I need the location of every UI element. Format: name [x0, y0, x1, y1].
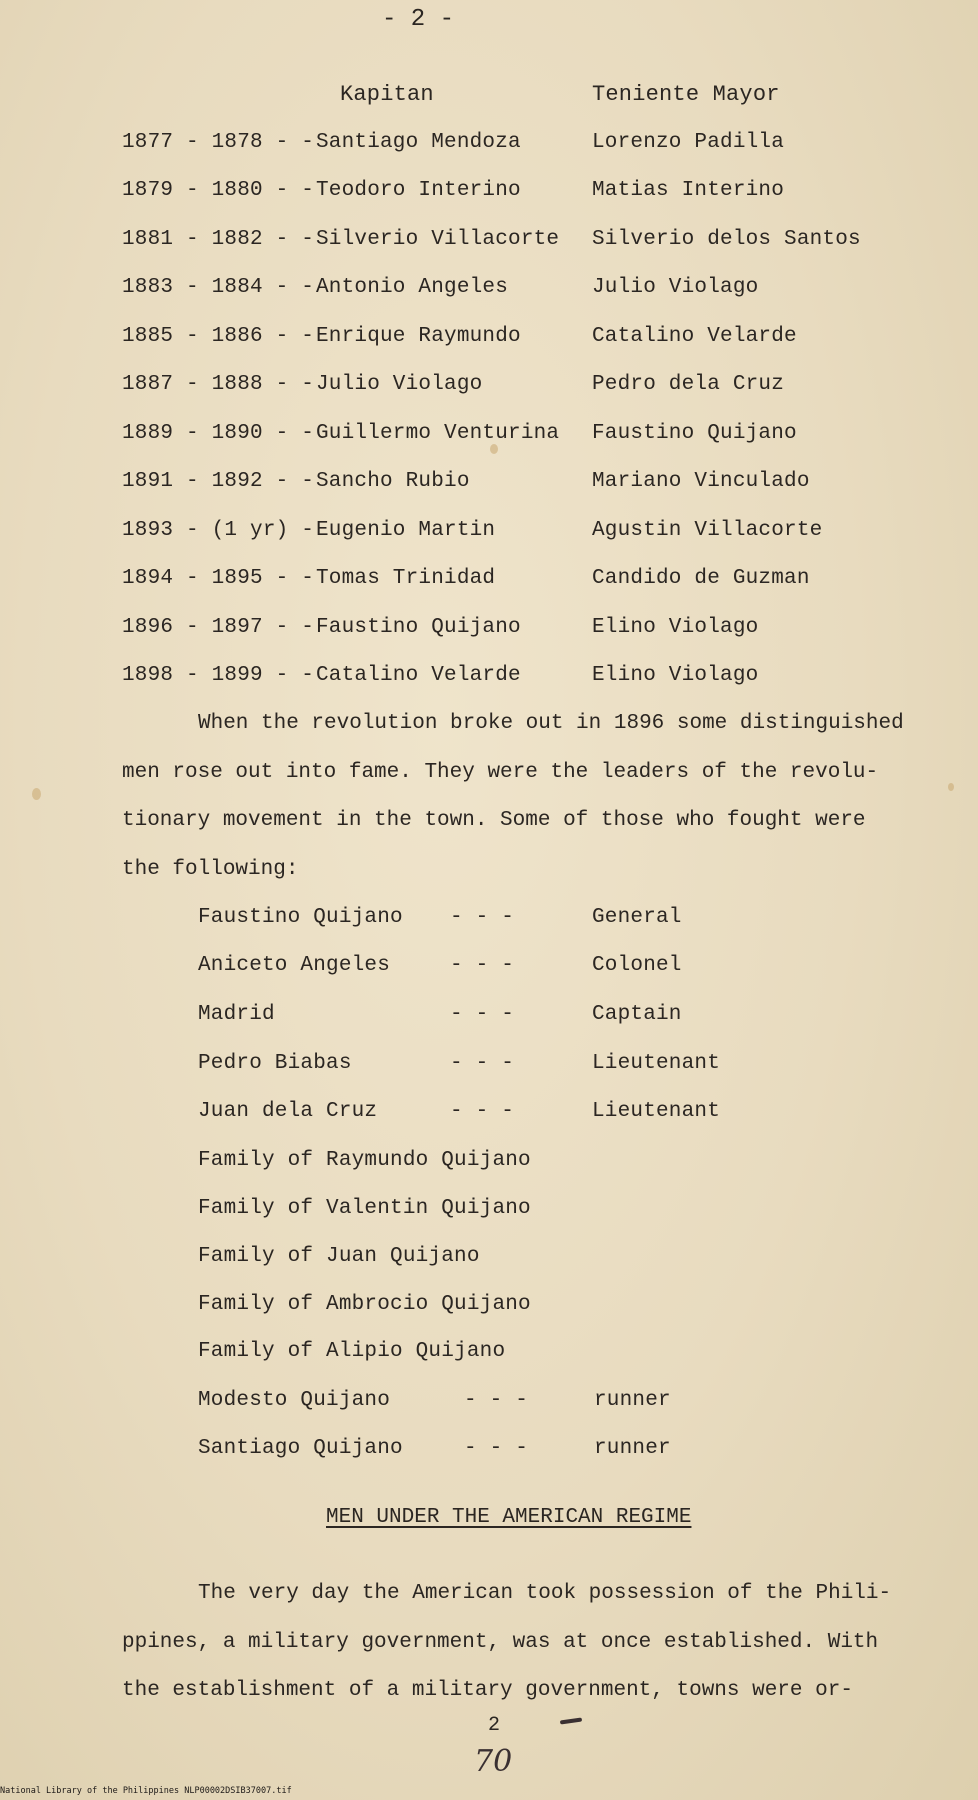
row-teniente: Faustino Quijano: [592, 422, 797, 445]
row-kapitan: Teodoro Interino: [316, 179, 521, 202]
paragraph-line: The very day the American took possession of the Phili-: [198, 1582, 892, 1605]
row-kapitan: Catalino Velarde: [316, 664, 521, 687]
american-regime-paragraph: [122, 1570, 892, 1716]
row-years: 1893 - (1 yr) -: [122, 519, 315, 542]
row-teniente: Elino Violago: [592, 616, 759, 639]
row-years: 1898 - 1899 - -: [122, 664, 315, 687]
person-name: Faustino Quijano: [198, 906, 403, 929]
row-teniente: Lorenzo Padilla: [592, 131, 785, 154]
row-teniente: Julio Violago: [592, 276, 759, 299]
row-kapitan: Eugenio Martin: [316, 519, 496, 542]
row-teniente: Candido de Guzman: [592, 567, 810, 590]
row-years: 1896 - 1897 - -: [122, 616, 315, 639]
row-kapitan: Silverio Villacorte: [316, 228, 560, 251]
row-teniente: Catalino Velarde: [592, 325, 797, 348]
paragraph-line: men rose out into fame. They were the leaders of the revolu-: [122, 760, 879, 784]
row-kapitan: Santiago Mendoza: [316, 131, 521, 154]
row-years: 1877 - 1878 - -: [122, 131, 315, 154]
row-teniente: Agustin Villacorte: [592, 519, 823, 542]
person-rank: Lieutenant: [592, 1100, 721, 1123]
person-name: Family of Raymundo Quijano: [198, 1149, 531, 1172]
row-years: 1881 - 1882 - -: [122, 228, 315, 251]
row-teniente: Elino Violago: [592, 664, 759, 687]
scan-footer: National Library of the Philippines NLP00002DSIB37007.tif: [0, 1786, 292, 1796]
person-rank: Captain: [592, 1003, 682, 1026]
dash-separator: - - -: [450, 1003, 515, 1026]
person-rank: runner: [594, 1389, 671, 1412]
row-kapitan: Tomas Trinidad: [316, 567, 496, 590]
paragraph-line: tionary movement in the town. Some of those who fought were: [122, 809, 866, 832]
row-kapitan: Sancho Rubio: [316, 470, 470, 493]
row-years: 1879 - 1880 - -: [122, 179, 315, 202]
header-kapitan: Kapitan: [340, 82, 434, 107]
revolution-paragraph: [122, 700, 904, 894]
person-name: Santiago Quijano: [198, 1437, 403, 1460]
page-number: - 2 -: [382, 6, 455, 33]
person-name: Juan dela Cruz: [198, 1100, 378, 1123]
dash-separator: - - -: [450, 1100, 515, 1123]
person-name: Family of Ambrocio Quijano: [198, 1293, 531, 1316]
dash-separator: - - -: [450, 954, 515, 977]
row-kapitan: Julio Violago: [316, 373, 483, 396]
person-name: Modesto Quijano: [198, 1389, 391, 1412]
row-teniente: Silverio delos Santos: [592, 228, 861, 251]
person-name: Pedro Biabas: [198, 1052, 352, 1075]
row-teniente: Mariano Vinculado: [592, 470, 810, 493]
dash-separator: - - -: [450, 906, 515, 929]
paper-stain: [490, 444, 498, 454]
dash-separator: - - -: [464, 1437, 529, 1460]
row-kapitan: Enrique Raymundo: [316, 325, 521, 348]
person-name: Aniceto Angeles: [198, 954, 391, 977]
bottom-page-number: 2: [488, 1714, 501, 1737]
row-kapitan: Antonio Angeles: [316, 276, 509, 299]
paper-stain: [32, 788, 41, 800]
row-kapitan: Guillermo Venturina: [316, 422, 560, 445]
paper-stain: [948, 783, 954, 791]
paragraph-line: When the revolution broke out in 1896 some distinguished: [198, 712, 904, 735]
person-name: Madrid: [198, 1003, 275, 1026]
row-years: 1891 - 1892 - -: [122, 470, 315, 493]
row-teniente: Pedro dela Cruz: [592, 373, 785, 396]
row-years: 1894 - 1895 - -: [122, 567, 315, 590]
row-years: 1887 - 1888 - -: [122, 373, 315, 396]
paragraph-line: ppines, a military government, was at once established. With: [122, 1630, 879, 1654]
person-rank: runner: [594, 1437, 671, 1460]
person-name: Family of Valentin Quijano: [198, 1197, 531, 1220]
dash-separator: - - -: [450, 1052, 515, 1075]
header-teniente-mayor: Teniente Mayor: [592, 82, 780, 107]
row-years: 1889 - 1890 - -: [122, 422, 315, 445]
person-rank: General: [592, 906, 682, 929]
paragraph-line: the establishment of a military government, towns were or-: [122, 1679, 853, 1702]
handwritten-page-number: 70: [474, 1744, 513, 1779]
row-kapitan: Faustino Quijano: [316, 616, 521, 639]
row-years: 1883 - 1884 - -: [122, 276, 315, 299]
row-teniente: Matias Interino: [592, 179, 785, 202]
pen-mark: [560, 1717, 582, 1724]
person-rank: Colonel: [592, 954, 682, 977]
row-years: 1885 - 1886 - -: [122, 325, 315, 348]
person-rank: Lieutenant: [592, 1052, 721, 1075]
section-heading: MEN UNDER THE AMERICAN REGIME: [326, 1506, 692, 1529]
person-name: Family of Alipio Quijano: [198, 1340, 506, 1363]
paragraph-line: the following:: [122, 857, 299, 881]
person-name: Family of Juan Quijano: [198, 1245, 480, 1268]
dash-separator: - - -: [464, 1389, 529, 1412]
